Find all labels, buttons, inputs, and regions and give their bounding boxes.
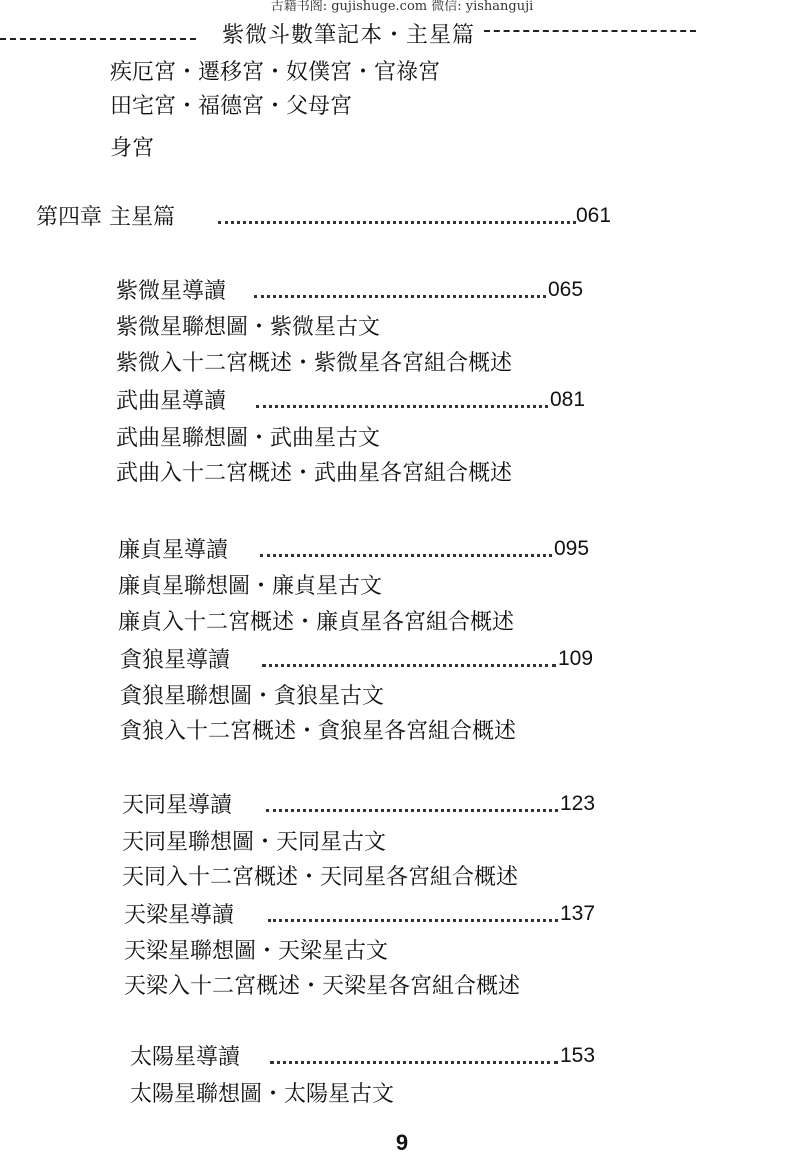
toc-page-number: 065 [548, 278, 584, 301]
toc-line: 貪狼入十二宮概述・貪狼星各宮組合概述 [120, 719, 517, 744]
toc-entry-label: 天梁星導讀 [124, 903, 235, 928]
toc-line: 天梁星聯想圖・天梁星古文 [124, 939, 389, 964]
page-number: 9 [395, 1130, 409, 1155]
toc-entry-label: 武曲星導讀 [116, 389, 227, 414]
toc-chapter-label: 第四章 主星篇 [36, 205, 175, 230]
toc-line: 廉貞入十二宮概述・廉貞星各宮組合概述 [118, 610, 515, 635]
toc-line: 太陽星聯想圖・太陽星古文 [130, 1082, 395, 1107]
dot-leader [268, 919, 558, 922]
dot-leader [260, 554, 552, 557]
toc-line: 天梁入十二宮概述・天梁星各宮組合概述 [124, 974, 521, 999]
toc-page-number: 137 [560, 902, 596, 925]
toc-entry-guide [116, 278, 596, 306]
header-title: 紫微斗數筆記本・主星篇 [222, 23, 476, 48]
toc-page-number: 081 [550, 388, 586, 411]
toc-entry-label: 太陽星導讀 [130, 1045, 241, 1070]
toc-line: 紫微星聯想圖・紫微星古文 [116, 315, 381, 340]
toc-chapter-4 [36, 204, 612, 232]
dot-leader [262, 664, 556, 667]
toc-entry-label: 貪狼星導讀 [120, 648, 231, 673]
header-dash-right [484, 30, 696, 32]
dot-leader [254, 295, 546, 298]
toc-page-number: 123 [560, 792, 596, 815]
toc-line: 天同入十二宮概述・天同星各宮組合概述 [122, 865, 519, 890]
toc-entry-guide [120, 647, 600, 675]
toc-page-number: 095 [554, 537, 590, 560]
toc-entry-guide [116, 388, 596, 416]
toc-entry-guide [118, 537, 598, 565]
toc-line: 疾厄宮・遷移宮・奴僕宮・官祿宮 [110, 60, 441, 85]
toc-entry-label: 廉貞星導讀 [118, 538, 229, 563]
header-dash-left [0, 38, 196, 40]
dot-leader [256, 405, 548, 408]
toc-entry-guide [130, 1044, 610, 1072]
toc-page-number: 061 [576, 204, 612, 227]
toc-entry-label: 紫微星導讀 [116, 279, 227, 304]
toc-entry-guide [122, 792, 602, 820]
toc-line: 廉貞星聯想圖・廉貞星古文 [118, 574, 383, 599]
dot-leader [270, 1061, 558, 1064]
watermark: 古籍书阁: gujishuge.com 微信: yishanguji [270, 0, 534, 14]
toc-line: 武曲入十二宮概述・武曲星各宮組合概述 [116, 461, 513, 486]
dot-leader [266, 809, 558, 812]
running-header [0, 16, 804, 52]
toc-line: 田宅宮・福德宮・父母宮 [110, 94, 353, 119]
toc-entry-guide [124, 902, 604, 930]
toc-line: 天同星聯想圖・天同星古文 [122, 830, 387, 855]
toc-page-number: 153 [560, 1044, 596, 1067]
dot-leader [218, 221, 576, 224]
toc-line: 武曲星聯想圖・武曲星古文 [116, 426, 381, 451]
toc-page-number: 109 [558, 647, 594, 670]
toc-line: 紫微入十二宮概述・紫微星各宮組合概述 [116, 351, 513, 376]
toc-entry-label: 天同星導讀 [122, 793, 233, 818]
toc-line: 身宮 [110, 136, 155, 161]
toc-line: 貪狼星聯想圖・貪狼星古文 [120, 684, 385, 709]
